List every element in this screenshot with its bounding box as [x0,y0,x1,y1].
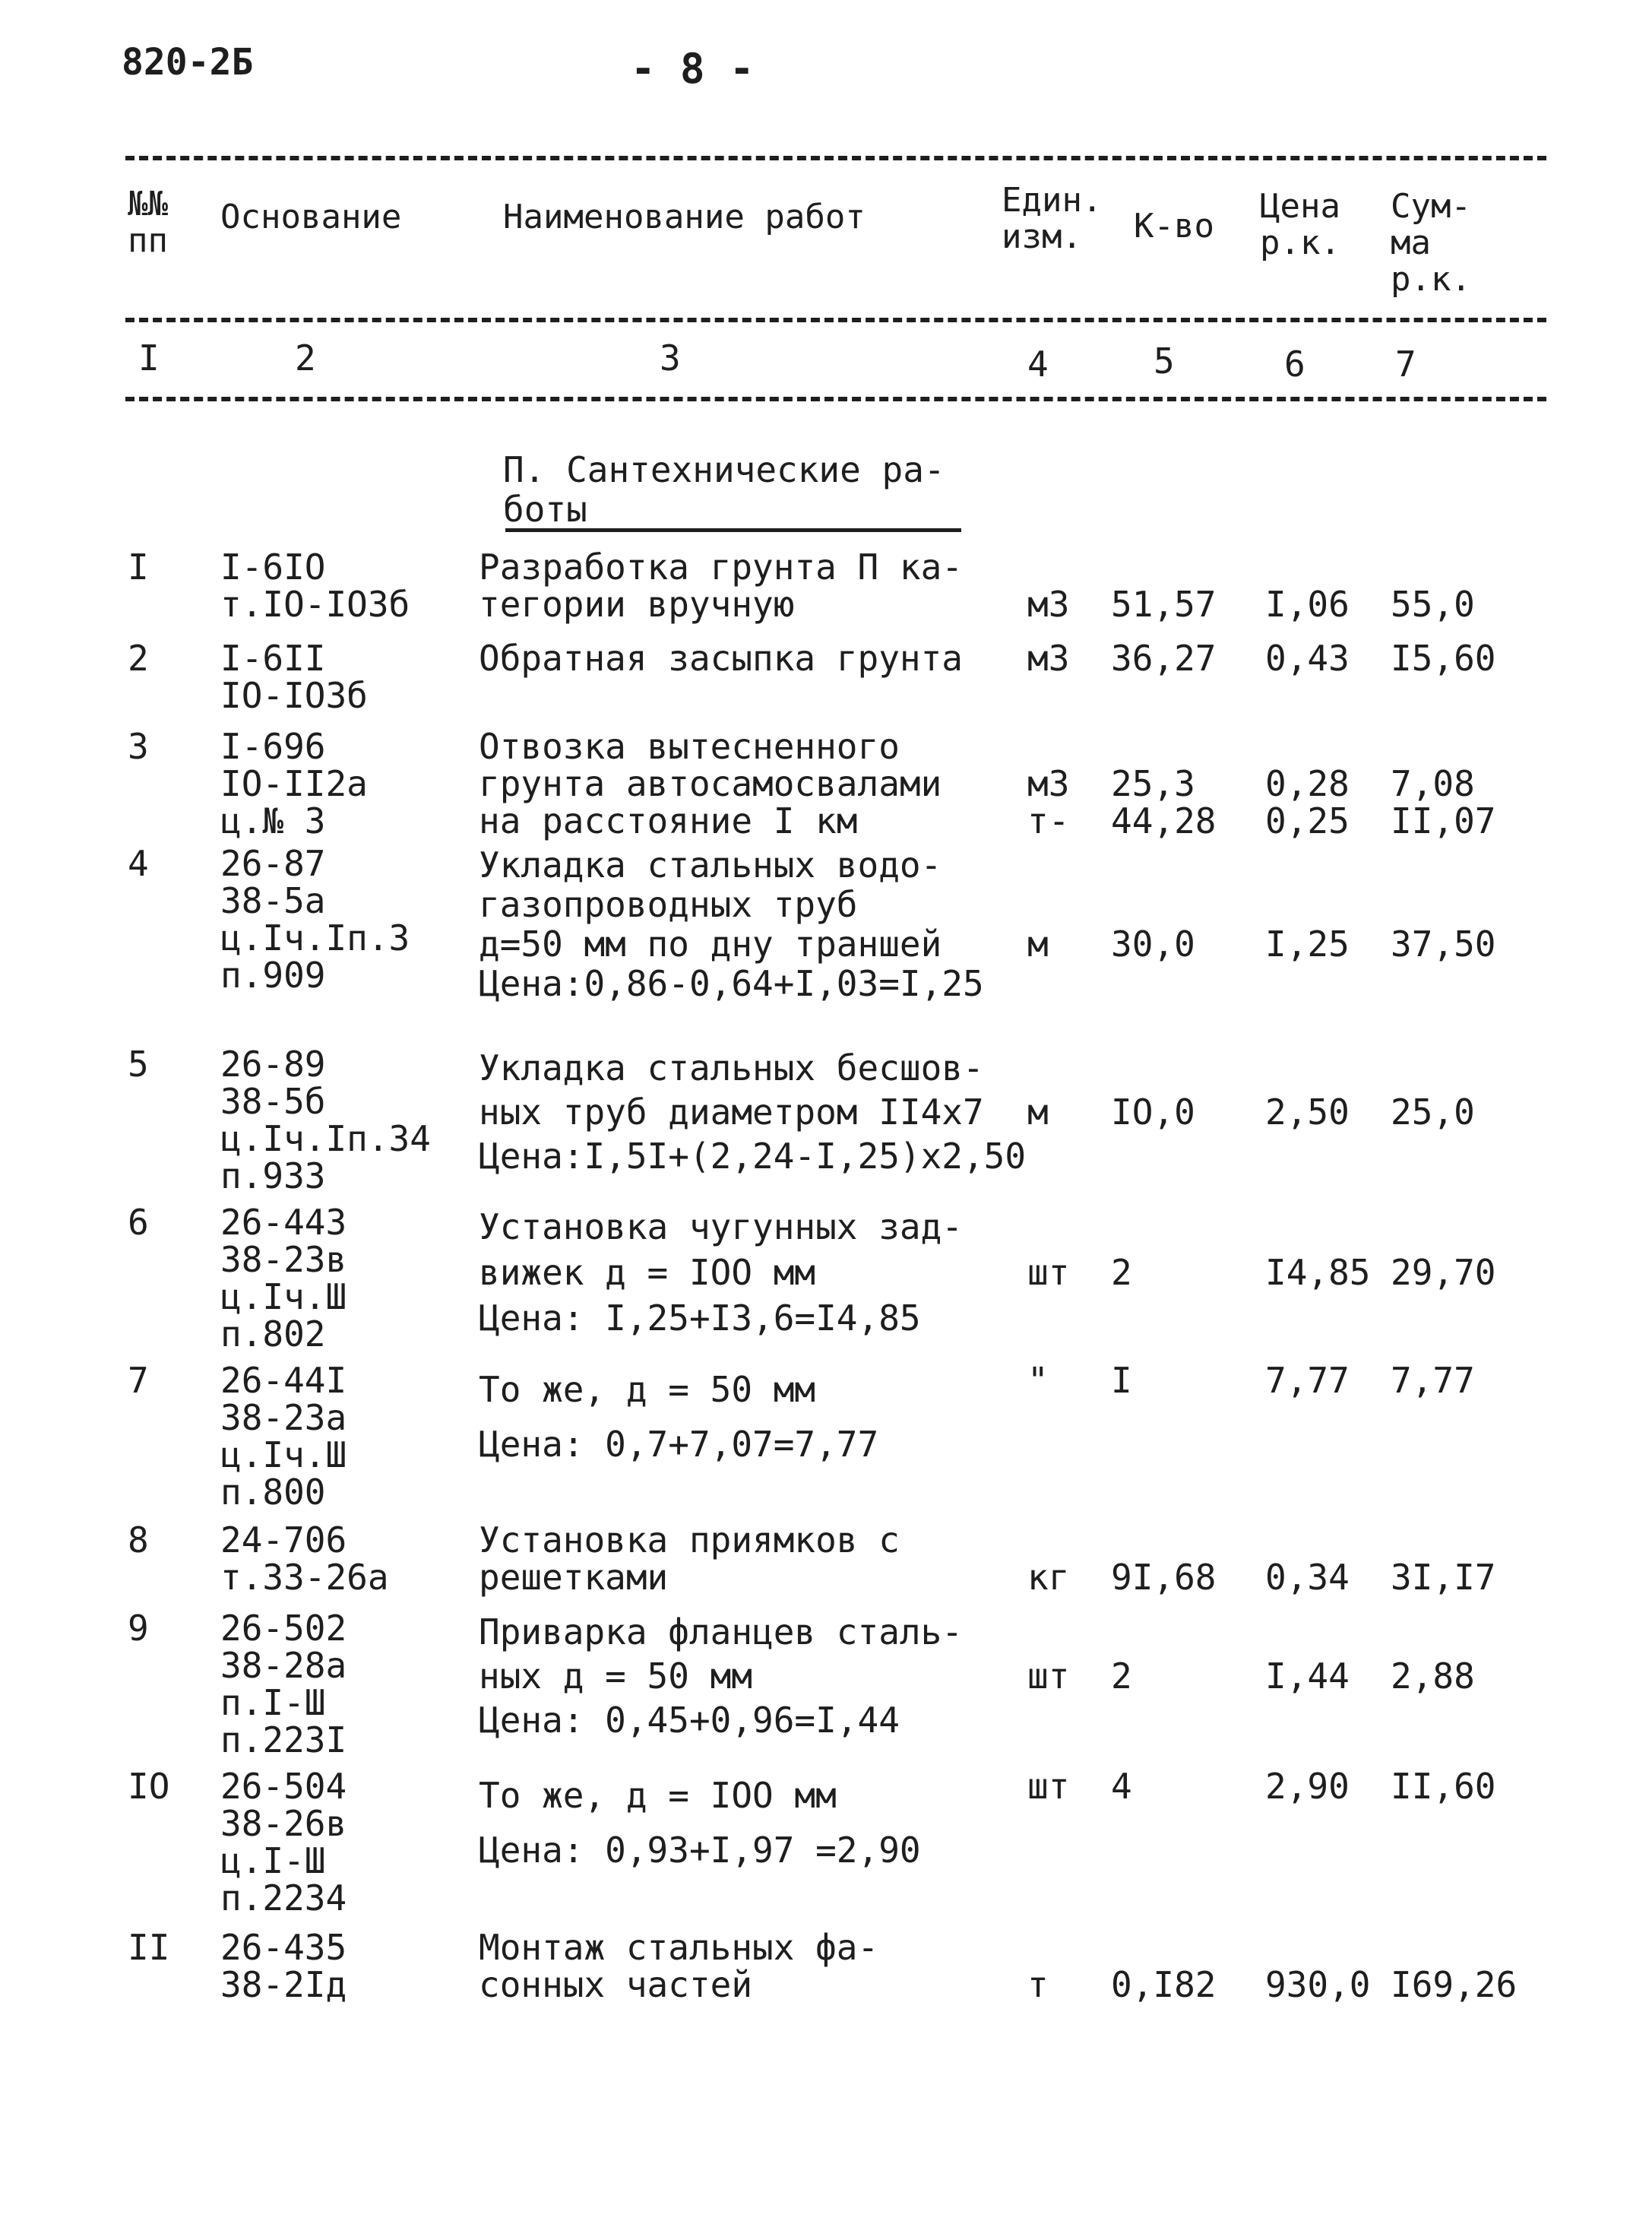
row-number: 7 [128,1360,149,1401]
column-numbers-rule [125,397,1546,401]
row-unit: шт [1027,1252,1070,1293]
row-qty: 9I,68 [1111,1557,1217,1598]
row-qty: 2 [1111,1656,1132,1697]
row-basis: 26-89 38-5б ц.Iч.Iп.34 п.933 [220,1044,431,1196]
col-number-7: 7 [1395,344,1416,385]
row-price: 2,90 [1265,1766,1350,1807]
row-basis: I-6IO т.IO-IO3б [220,547,410,625]
row-qty: 2 [1111,1252,1132,1293]
row-price: I,25 [1265,924,1350,965]
row-basis: 26-87 38-5а ц.Iч.Iп.3 п.909 [220,843,410,996]
row-unit: м3 т- [1027,763,1070,841]
row-price: 0,28 0,25 [1265,763,1350,841]
row-basis: 26-443 38-23в ц.Iч.Ш п.802 [220,1202,347,1355]
row-basis: 26-44I 38-23а ц.Iч.Ш п.800 [220,1360,347,1513]
row-unit: м3 [1027,638,1070,679]
row-number: I [128,547,149,588]
page-number: - 8 - [631,45,755,93]
row-sum: 55,0 [1391,584,1475,625]
row-unit: т [1027,1964,1049,2005]
col-number-6: 6 [1284,344,1305,385]
row-sum: I69,26 [1391,1964,1517,2005]
row-price: 0,43 [1265,638,1350,679]
row-unit: кг [1027,1557,1070,1598]
row-work-name: То же, д = IOO мм Цена: 0,93+I,97 =2,90 [479,1775,921,1871]
row-qty: 0,I82 [1111,1964,1217,2005]
row-qty: 4 [1111,1766,1132,1807]
row-basis: 26-504 38-26в ц.I-Ш п.2234 [220,1766,347,1919]
row-sum: 7,08 II,07 [1391,763,1496,841]
row-sum: II,60 [1391,1766,1496,1807]
row-price: I4,85 [1265,1252,1371,1293]
row-number: 3 [128,726,149,767]
row-unit: м3 [1027,584,1070,625]
row-work-name: Установка чугунных зад- вижек д = IOO мм Цена: I,25+I3,6=I4,85 [479,1206,963,1339]
col-header-sum: Сум- ма р.к. [1391,187,1471,299]
row-unit: шт [1027,1656,1070,1697]
header-separator-rule [125,318,1546,322]
row-sum: 29,70 [1391,1252,1496,1293]
row-number: 8 [128,1519,149,1561]
row-sum: 25,0 [1391,1092,1475,1133]
col-header-price: Цена р.к. [1260,187,1340,262]
row-work-name: Укладка стальных водо- газопроводных труб д=50 мм по дну траншей Цена:0,86-0,64+I,03=I,25 [479,844,984,1004]
row-price: 0,34 [1265,1557,1350,1598]
row-basis: 26-502 38-28а п.I-Ш п.223I [220,1608,347,1760]
row-price: 7,77 [1265,1360,1350,1401]
col-header-work-name: Наименование работ [503,198,866,236]
row-number: IO [128,1766,170,1807]
col-header-qty: К-во [1134,207,1214,246]
row-price: I,44 [1265,1656,1350,1697]
row-basis: I-6II IO-IO3б [220,638,368,716]
row-qty: 25,3 44,28 [1111,763,1217,841]
row-work-name: Разработка грунта П ка- тегории вручную [479,547,963,625]
row-number: 9 [128,1608,149,1649]
row-sum: 3I,I7 [1391,1557,1496,1598]
row-unit: м [1027,1092,1049,1133]
row-number: 6 [128,1202,149,1243]
row-sum: 2,88 [1391,1656,1475,1697]
row-work-name: То же, д = 50 мм Цена: 0,7+7,07=7,77 [479,1369,879,1465]
document-number: 820-2Б [122,41,254,84]
row-price: 2,50 [1265,1092,1350,1133]
col-header-unit: Един. изм. [1002,181,1103,256]
row-qty: I [1111,1360,1132,1401]
row-number: 5 [128,1044,149,1085]
row-basis: 26-435 38-2Iд [220,1927,347,2005]
row-work-name: Укладка стальных бесшов- ных труб диаметром II4х7 Цена:I,5I+(2,24-I,25)х2,50 [479,1047,1027,1177]
section-title-underline [505,528,961,532]
col-header-basis: Основание [220,198,402,236]
col-number-2: 2 [295,337,316,379]
row-qty: IO,0 [1111,1092,1195,1133]
row-basis: 24-706 т.33-26а [220,1519,389,1598]
row-qty: 36,27 [1111,638,1217,679]
row-number: 2 [128,638,149,679]
row-price: 930,0 [1265,1964,1371,2005]
col-number-4: 4 [1027,344,1049,385]
row-work-name: Отвозка вытесненного грунта автосамосвалами на расстояние I км [479,726,942,841]
row-work-name: Установка приямков с решетками [479,1519,900,1598]
col-number-3: 3 [660,337,681,379]
row-work-name: Приварка фланцев сталь- ных д = 50 мм Цена: 0,45+0,96=I,44 [479,1611,963,1741]
row-qty: 51,57 [1111,584,1217,625]
row-unit: м [1027,924,1049,965]
row-price: I,06 [1265,584,1350,625]
col-header-number: №№ пп [128,185,168,260]
row-sum: I5,60 [1391,638,1496,679]
row-sum: 37,50 [1391,924,1496,965]
row-unit: шт [1027,1766,1070,1807]
col-number-5: 5 [1154,341,1175,382]
row-qty: 30,0 [1111,924,1195,965]
row-work-name: Монтаж стальных фа- сонных частей [479,1927,879,2005]
table-top-rule [125,156,1546,160]
col-number-1: I [138,337,160,379]
row-number: 4 [128,843,149,884]
row-unit: " [1027,1360,1049,1401]
row-basis: I-696 IO-II2а ц.№ 3 [220,726,368,841]
section-title: П. Сантехнические ра- боты [503,449,945,530]
row-sum: 7,77 [1391,1360,1475,1401]
row-work-name: Обратная засыпка грунта [479,638,963,679]
row-number: II [128,1927,170,1968]
